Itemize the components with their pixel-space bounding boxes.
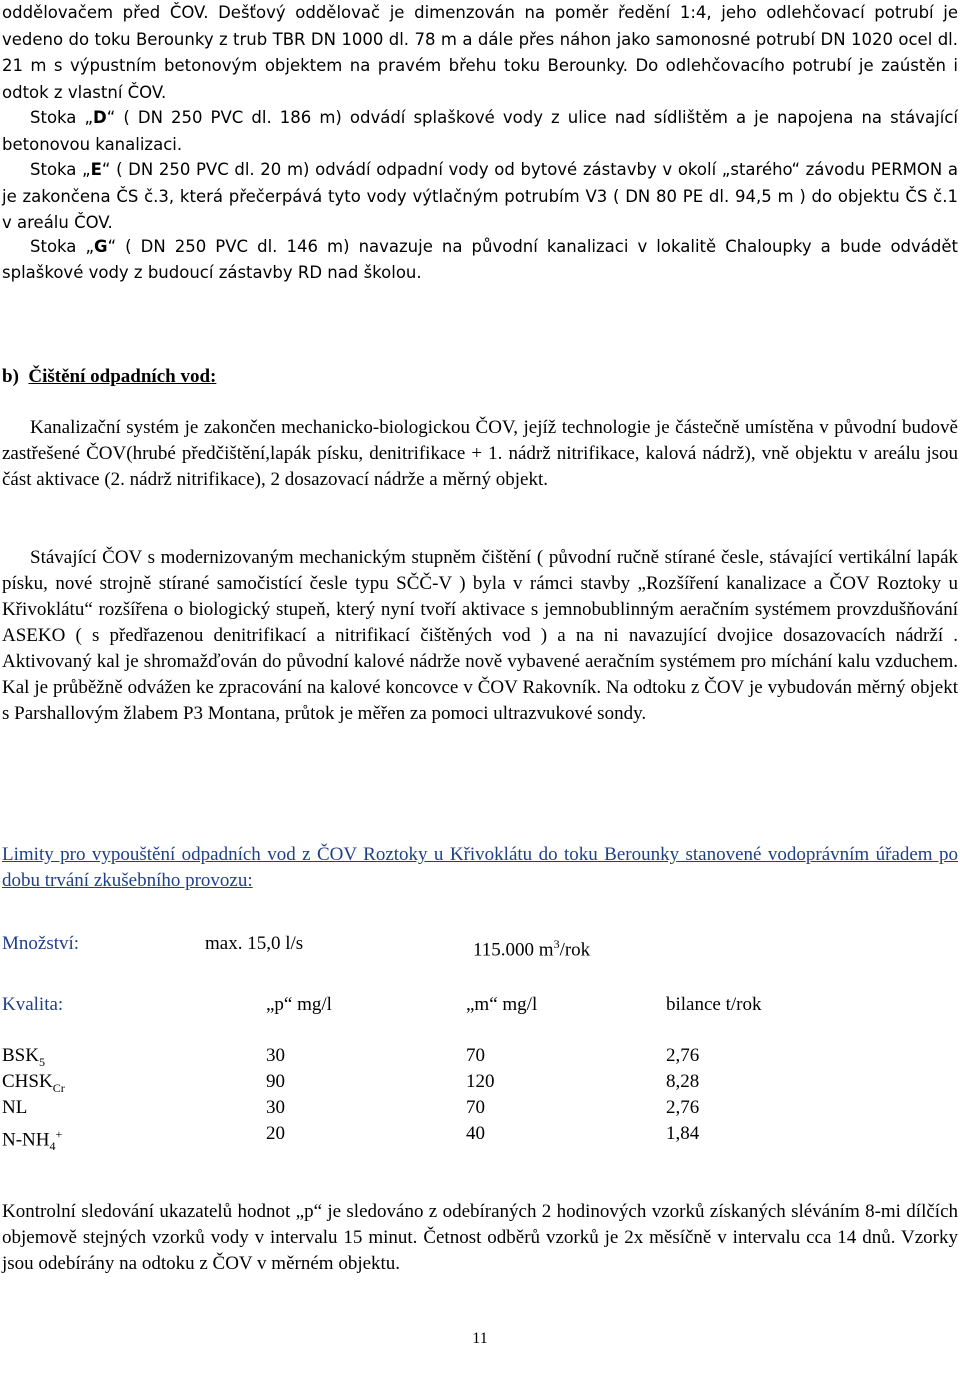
stoka-e-code: E <box>90 160 102 179</box>
quantity-annual <box>473 931 590 963</box>
row-parameter <box>2 1121 62 1159</box>
stoka-d-code: D <box>93 108 107 127</box>
quality-col-bilance: bilance t/rok <box>666 994 762 1015</box>
value-m: 40 <box>466 1123 485 1144</box>
stoka-g-code: G <box>94 237 108 256</box>
parameter-name: N-NH <box>2 1129 50 1151</box>
quantity-max: max. 15,0 l/s <box>205 933 304 954</box>
stoka-g-text: “ ( DN 250 PVC dl. 146 m) navazuje na původní kanalizaci v lokalitě Chaloupky a bude odvádět splaškové vody z budoucí zástavby RD nad školou. <box>2 237 958 282</box>
stoka-d-prefix: Stoka „ <box>30 108 94 127</box>
stoka-d-paragraph <box>2 105 958 158</box>
quantity-row <box>0 931 960 961</box>
stoka-e-paragraph <box>2 157 958 237</box>
quantity-annual-unit: /rok <box>559 939 591 961</box>
parameter-name: BSK <box>2 1045 39 1066</box>
section-b-heading <box>2 364 216 390</box>
value-bilance: 1,84 <box>666 1123 700 1144</box>
table-row <box>0 1095 960 1121</box>
page-number: 11 <box>472 1330 488 1347</box>
value-m: 70 <box>466 1097 485 1118</box>
value-bilance: 8,28 <box>666 1071 700 1092</box>
quality-header-row <box>0 992 960 1018</box>
parameter-superscript: + <box>55 1127 63 1141</box>
value-p: 20 <box>266 1123 285 1144</box>
quality-col-p: „p“ mg/l <box>266 994 332 1015</box>
table-row <box>0 1069 960 1095</box>
value-bilance: 2,76 <box>666 1045 700 1066</box>
section-b-letter: b) <box>2 366 19 387</box>
stoka-d-text: “ ( DN 250 PVC dl. 186 m) odvádí splaškové vody z ulice nad sídlištěm a je napojena na stávající betonovou kanalizaci. <box>2 108 958 154</box>
cov-description-paragraph: Kanalizační systém je zakončen mechanicko-biologickou ČOV, jejíž technologie je částečně umístěna v původní budově zastřešené ČOV(hrubé předčištění,lapák písku, denitrifikace + 1. nádrž nitrifikace, kalová nádrž), vně objektu v areálu jsou část aktivace (2. nádrž nitrifikace), 2 dosazovací nádrže a měrný objekt. <box>2 417 958 490</box>
control-monitoring-paragraph: Kontrolní sledování ukazatelů hodnot „p“ je sledováno z odebíraných 2 hodinových vzorků získaných sléváním 8-mi dílčích objemově stejných vzorků vody v intervalu 15 minut. Četnost odběrů vzorků je 2x měsíčně v intervalu cca 14 dnů. Vzorky jsou odebírány na odtoku z ČOV v měrném objektu. <box>2 1201 958 1274</box>
quantity-annual-value: 115.000 m <box>473 939 554 961</box>
value-m: 120 <box>466 1071 495 1092</box>
parameter-name: CHSK <box>2 1071 53 1092</box>
stoka-g-prefix: Stoka „ <box>30 237 95 256</box>
cov-modernization-paragraph: Stávající ČOV s modernizovaným mechanickým stupněm čištění ( původní ručně stírané česle, stávající vertikální lapák písku, nové strojně stírané samočistící česle typu SČČ-V ) byla v rámci stavby „Rozšíření kanalizace a ČOV Roztoky u Křivoklátu“ rozšířena o biologický stupeň, který nyní tvoří aktivace s jemnobublinným aeračním systémem provzdušňování ASEKO ( s předřazenou denitrifikací a nitrifikací čištěných vod ) a na ni navazující dvojice dosazovacích nádrží . Aktivovaný kal je shromažďován do původní kalové nádrže nově vybavené aeračním systémem pro míchání kalu vzduchem. Kal je průběžně odvážen ke zpracování na kalové koncovce v ČOV Rakovník. Na odtoku z ČOV je vybudován měrný objekt s Parshallovým žlabem P3 Montana, průtok je měřen za pomoci ultrazvukové sondy. <box>2 547 958 724</box>
value-p: 90 <box>266 1071 285 1092</box>
parameter-subscript: 4 <box>49 1139 56 1154</box>
quality-label: Kvalita: <box>2 994 64 1015</box>
section-b-title: Čištění odpadních vod: <box>28 366 217 387</box>
stoka-e-text: “ ( DN 250 PVC dl. 20 m) odvádí odpadní vody od bytové zástavby v okolí „starého“ závodu PERMON a je zakončena ČS č.3, která přečerpává tyto vody výtlačným potrubím V3 ( DN 80 PE dl. 94,5 m ) do objektu ČS č.1 v areálu ČOV. <box>2 160 958 232</box>
quantity-label: Množství: <box>2 933 80 954</box>
parameter-subscript: 5 <box>38 1054 45 1069</box>
table-row <box>0 1043 960 1069</box>
table-row <box>0 1121 960 1154</box>
value-bilance: 2,76 <box>666 1097 700 1118</box>
row-parameter <box>2 1095 27 1121</box>
quality-col-m: „m“ mg/l <box>466 994 538 1015</box>
quantity-annual-sup: 3 <box>553 937 560 951</box>
value-p: 30 <box>266 1097 285 1118</box>
intro-paragraph: oddělovačem před ČOV. Dešťový oddělovač je dimenzován na poměr ředění 1:4, jeho odlehčovací potrubí je vedeno do toku Berounky z trub TBR DN 1000 dl. 78 m a dále přes náhon jako samonosné potrubí DN 1020 ocel dl. 21 m s výpustním betonovým objektem na pravém břehu toku Berounky. Do odlehčovacího potrubí je zaústěn i odtok z vlastní ČOV. <box>2 3 958 102</box>
parameter-subscript: Cr <box>52 1080 65 1095</box>
parameter-name: NL <box>2 1097 28 1118</box>
value-p: 30 <box>266 1045 285 1066</box>
value-m: 70 <box>466 1045 485 1066</box>
stoka-e-prefix: Stoka „ <box>30 160 91 179</box>
stoka-g-paragraph <box>2 234 958 286</box>
limits-heading: Limity pro vypouštění odpadních vod z ČOV Roztoky u Křivoklátu do toku Berounky stanovené vodoprávním úřadem po dobu trvání zkušebního provozu: <box>2 844 958 891</box>
